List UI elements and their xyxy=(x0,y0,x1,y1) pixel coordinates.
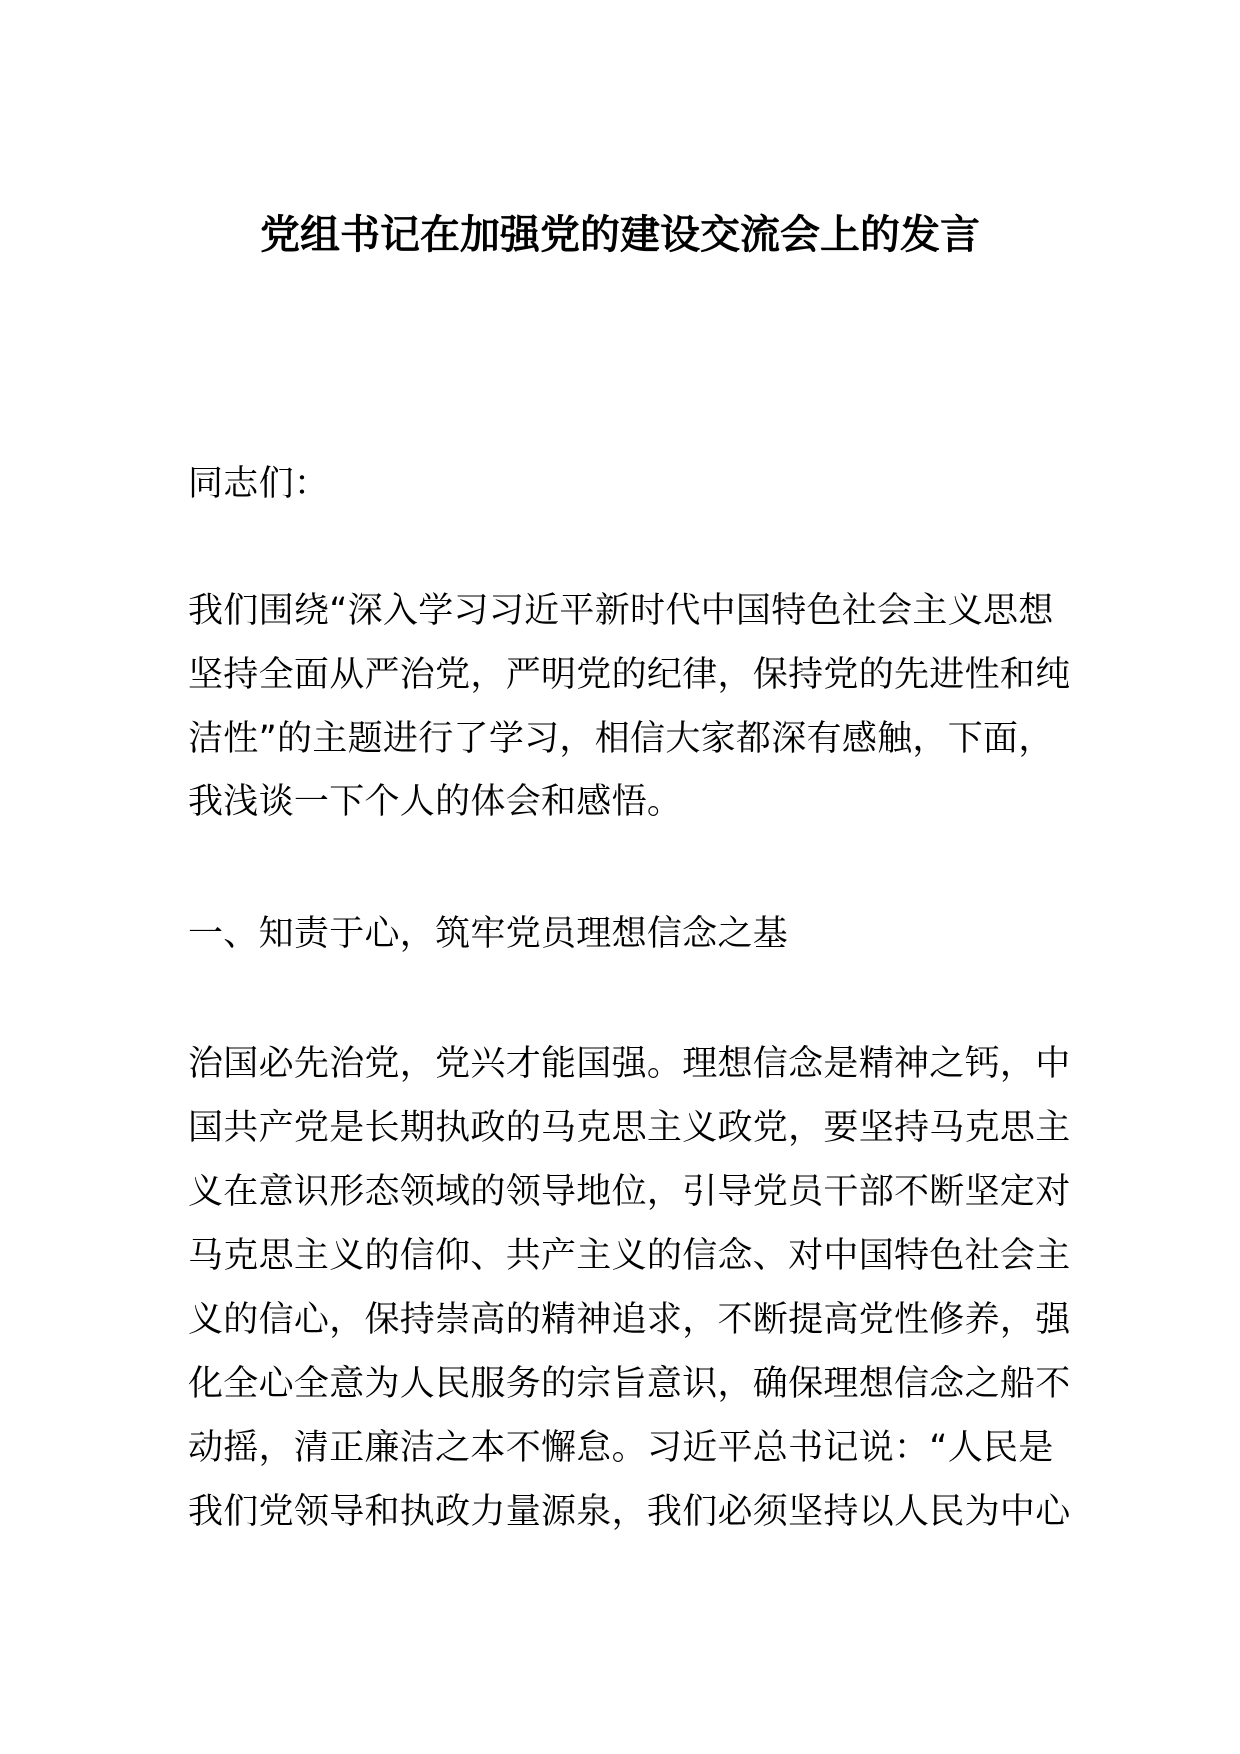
section-heading: 一、知责于心，筑牢党员理想信念之基 xyxy=(188,914,789,954)
body-line: 义在意识形态领域的领导地位，引导党员干部不断坚定对 xyxy=(188,1172,1071,1212)
body-line: 治国必先治党，党兴才能国强。理想信念是精神之钙，中 xyxy=(188,1044,1071,1084)
body-line: 义的信心，保持崇高的精神追求，不断提高党性修养，强 xyxy=(188,1300,1071,1340)
intro-line: 我浅谈一下个人的体会和感悟。 xyxy=(188,782,683,822)
intro-line: 洁性”的主题进行了学习，相信大家都深有感触，下面， xyxy=(188,719,1054,759)
document-title: 党组书记在加强党的建设交流会上的发言 xyxy=(260,212,980,258)
body-line: 动摇，清正廉洁之本不懈怠。习近平总书记说：“人民是 xyxy=(188,1428,1054,1468)
intro-line: 坚持全面从严治党，严明党的纪律，保持党的先进性和纯 xyxy=(188,655,1071,695)
intro-line: 我们围绕“深入学习习近平新时代中国特色社会主义思想 xyxy=(188,591,1054,631)
body-line: 化全心全意为人民服务的宗旨意识，确保理想信念之船不 xyxy=(188,1364,1071,1404)
body-line: 国共产党是长期执政的马克思主义政党，要坚持马克思主 xyxy=(188,1108,1071,1148)
body-line: 我们党领导和执政力量源泉，我们必须坚持以人民为中心 xyxy=(188,1492,1071,1532)
body-line: 马克思主义的信仰、共产主义的信念、对中国特色社会主 xyxy=(188,1236,1071,1276)
salutation: 同志们： xyxy=(188,464,330,504)
